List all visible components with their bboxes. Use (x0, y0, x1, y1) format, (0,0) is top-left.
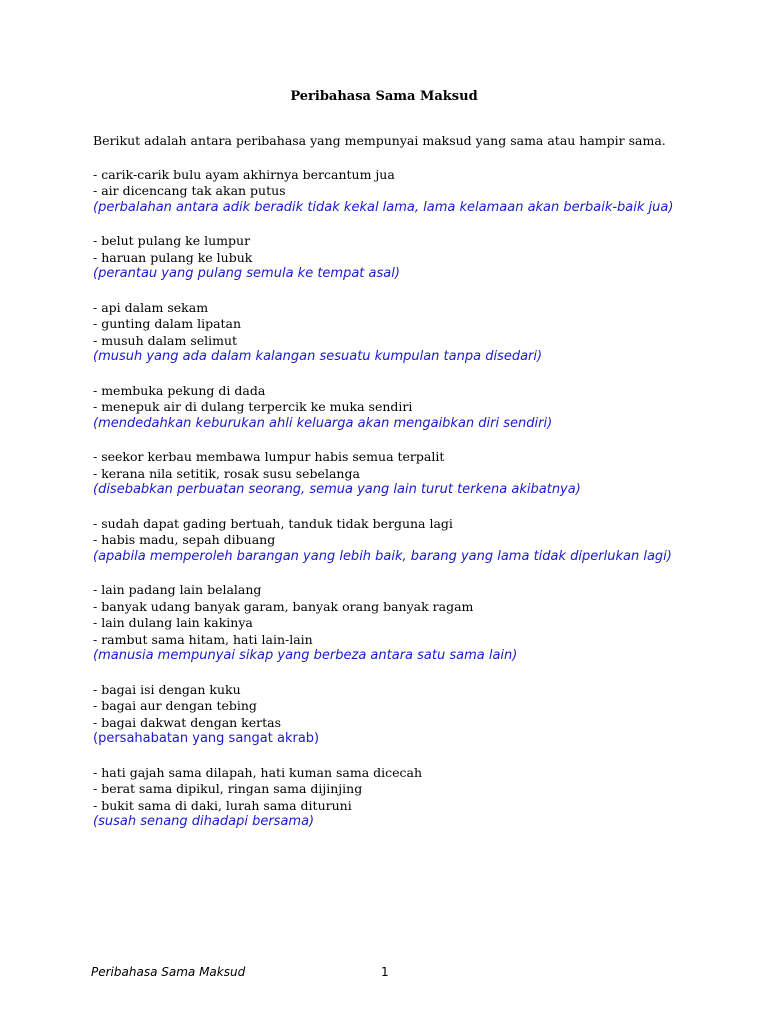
proverb-line: - bagai aur dengan tebing (93, 698, 257, 713)
proverb-line: - musuh dalam selimut (93, 332, 238, 348)
footer-title: Peribahasa Sama Maksud (91, 965, 246, 979)
proverb-line: - api dalam sekam (93, 299, 209, 315)
proverb-line: - lain dulang lain kakinya (93, 615, 253, 630)
proverb-line: - bukit sama di daki, lurah sama dituruni (93, 797, 352, 813)
proverb-line: - haruan pulang ke lubuk (93, 249, 253, 265)
proverb-line: - belut pulang ke lumpur (93, 233, 251, 248)
proverb-meaning: (musuh yang ada dalam kalangan sesuatu kumpulan tanpa disedari) (93, 349, 543, 364)
page-title: Peribahasa Sama Maksud (290, 89, 478, 104)
document-content (93, 133, 683, 848)
proverb-group (93, 383, 683, 433)
proverb-line: - bagai isi dengan kuku (93, 681, 241, 697)
proverb-meaning: (manusia mempunyai sikap yang berbeza antara satu sama lain) (93, 648, 518, 663)
proverb-group (93, 167, 683, 217)
proverb-meaning: (apabila memperoleh barangan yang lebih baik, barang yang lama tidak diperlukan lagi) (93, 548, 672, 564)
intro-paragraph: Berikut adalah antara peribahasa yang mempunyai maksud yang sama atau hampir sama. (93, 133, 666, 148)
proverb-meaning: (susah senang dihadapi bersama) (93, 814, 315, 829)
proverb-meaning: (mendedahkan keburukan ahli keluarga akan mengaibkan diri sendiri) (93, 415, 553, 431)
proverb-group (93, 233, 683, 283)
proverb-line: - rambut sama hitam, hati lain-lain (93, 631, 313, 647)
proverb-group (93, 582, 683, 665)
proverb-group (93, 516, 683, 566)
proverb-line: - hati gajah sama dilapah, hati kuman sama dicecah (93, 764, 423, 780)
proverb-line: - kerana nila setitik, rosak susu sebelanga (93, 465, 360, 481)
proverb-line: - seekor kerbau membawa lumpur habis semua terpalit (93, 449, 445, 464)
proverb-group (93, 300, 683, 366)
proverb-line: - lain padang lain belalang (93, 582, 262, 597)
proverb-line: - membuka pekung di dada (93, 382, 266, 398)
proverb-group (93, 682, 683, 748)
proverb-line: - bagai dakwat dengan kertas (93, 714, 282, 730)
proverb-meaning: (persahabatan yang sangat akrab) (93, 731, 320, 746)
proverb-meaning: (disebabkan perbuatan seorang, semua yang lain turut terkena akibatnya) (93, 482, 581, 497)
proverb-line: - gunting dalam lipatan (93, 316, 242, 331)
proverb-line: - habis madu, sepah dibuang (93, 532, 276, 547)
proverb-line: - sudah dapat gading bertuah, tanduk tidak berguna lagi (93, 515, 453, 531)
proverb-group (93, 765, 683, 831)
proverb-meaning: (perbalahan antara adik beradik tidak kekal lama, lama kelamaan akan berbaik-baik jua) (93, 199, 674, 215)
page-number: 1 (381, 965, 389, 979)
proverb-meaning: (perantau yang pulang semula ke tempat asal) (93, 266, 400, 281)
proverb-line: - carik-carik bulu ayam akhirnya bercantum jua (93, 166, 395, 182)
proverb-line: - air dicencang tak akan putus (93, 183, 286, 198)
proverb-line: - berat sama dipikul, ringan sama dijinjing (93, 781, 363, 796)
proverb-group (93, 449, 683, 499)
proverb-line: - menepuk air di dulang terpercik ke muka sendiri (93, 399, 413, 414)
proverb-line: - banyak udang banyak garam, banyak orang banyak ragam (93, 598, 474, 614)
